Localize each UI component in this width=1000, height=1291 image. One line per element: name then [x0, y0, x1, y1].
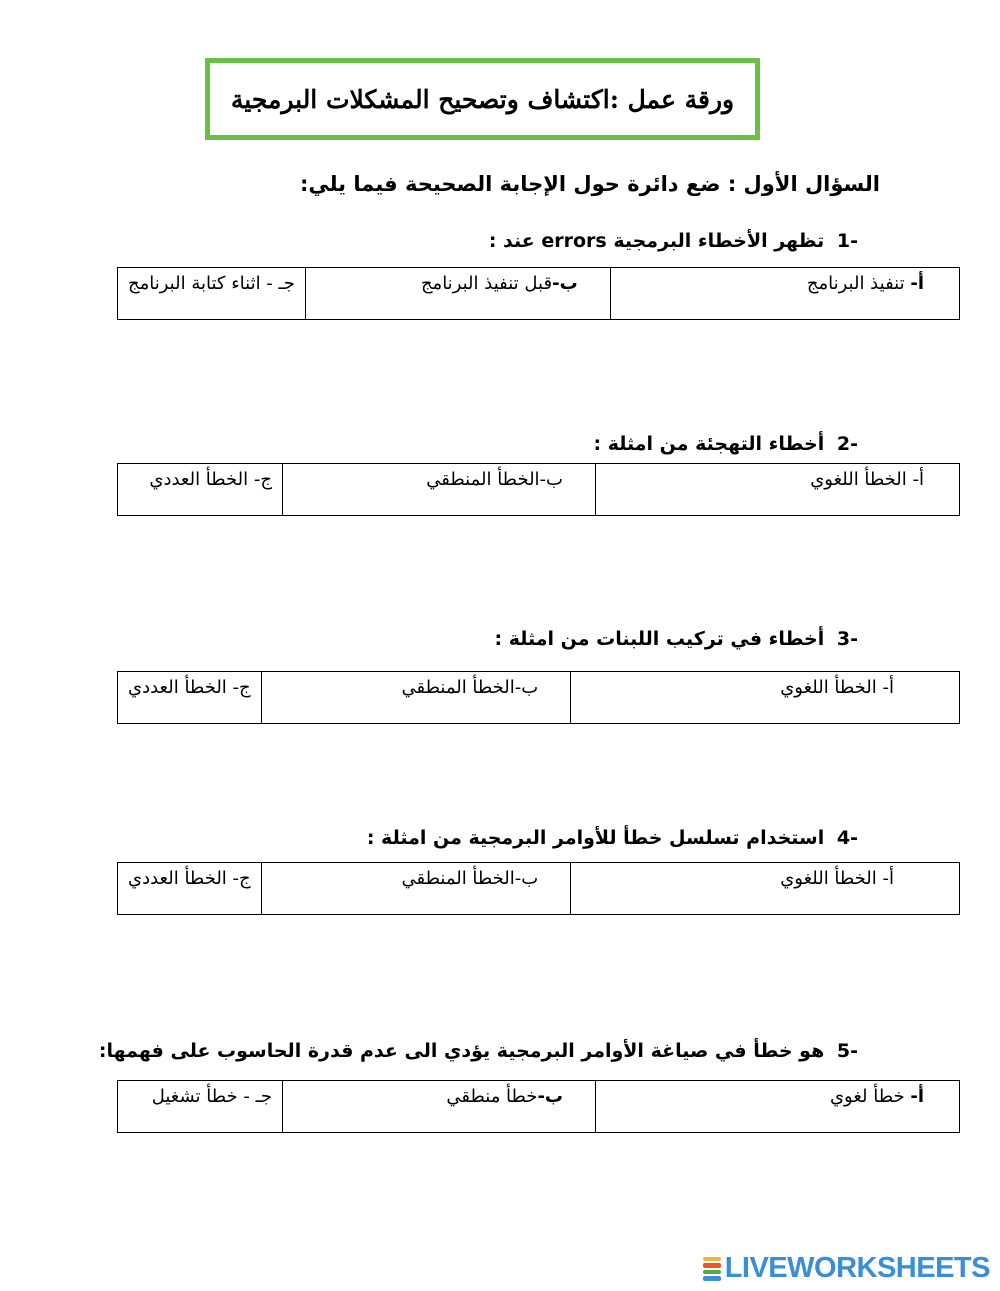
- choice-letter: أ-: [910, 273, 924, 294]
- choice-c[interactable]: [118, 268, 306, 320]
- question-2: [594, 433, 858, 455]
- logo-stripe-2: [703, 1263, 721, 1268]
- choice-a[interactable]: [596, 1081, 960, 1133]
- choice-text: أ- الخطأ اللغوي: [780, 868, 894, 889]
- choice-c[interactable]: [118, 1081, 283, 1133]
- liveworksheets-logo-icon: [703, 1256, 721, 1282]
- choice-text: تنفيذ البرنامج: [806, 273, 905, 294]
- question-5: [99, 1040, 858, 1062]
- choices-table-2: [117, 463, 960, 516]
- choice-letter: أ-: [910, 1086, 924, 1107]
- choice-a[interactable]: [610, 268, 959, 320]
- question-text: تظهر الأخطاء البرمجية errors عند :: [488, 230, 825, 252]
- question-text: أخطاء في تركيب اللبنات من امثلة :: [494, 628, 825, 650]
- choice-letter: ب-: [537, 1086, 563, 1107]
- choice-c[interactable]: [118, 464, 283, 516]
- choice-text: خطأ لغوي: [829, 1086, 905, 1107]
- question-1: [489, 230, 858, 252]
- choice-letter: ب-: [552, 273, 578, 294]
- question-text: استخدام تسلسل خطأ للأوامر البرمجية من امثلة :: [366, 827, 825, 849]
- choice-b[interactable]: [261, 863, 571, 915]
- choice-text: أ- الخطأ اللغوي: [780, 677, 894, 698]
- logo-stripe-4: [703, 1276, 721, 1281]
- logo-stripe-1: [703, 1257, 721, 1262]
- question-number: -2: [836, 433, 858, 455]
- logo-stripe-3: [703, 1270, 721, 1275]
- choice-text: أ- الخطأ اللغوي: [810, 469, 924, 490]
- choice-text: خطأ منطقي: [446, 1086, 538, 1107]
- choices-table-3: [117, 671, 960, 724]
- worksheet-title-box: [205, 58, 760, 140]
- choice-b[interactable]: [305, 268, 610, 320]
- choice-text: ج- الخطأ العددي: [128, 868, 251, 889]
- question-number: -3: [836, 628, 858, 650]
- choices-table-5: [117, 1080, 960, 1133]
- question-4: [367, 827, 858, 849]
- choice-text: قبل تنفيذ البرنامج: [420, 273, 553, 294]
- choice-text: جـ - خطأ تشغيل: [151, 1086, 272, 1107]
- logo-text: LIVEWORKSHEETS: [724, 1252, 990, 1284]
- question-text: أخطاء التهجئة من امثلة :: [593, 433, 825, 455]
- question-text: هو خطأ في صياغة الأوامر البرمجية يؤدي الى عدم قدرة الحاسوب على فهمها:: [98, 1040, 825, 1062]
- choice-c[interactable]: [118, 672, 262, 724]
- choice-a[interactable]: [571, 863, 960, 915]
- section-heading: السؤال الأول : ضع دائرة حول الإجابة الصحيحة فيما يلي:: [299, 172, 880, 196]
- choices-table-1: [117, 267, 960, 320]
- question-3: [495, 628, 858, 650]
- choice-b[interactable]: [283, 1081, 596, 1133]
- choice-c[interactable]: [118, 863, 262, 915]
- choice-b[interactable]: [261, 672, 571, 724]
- choices-table-4: [117, 862, 960, 915]
- choice-text: ب-الخطأ المنطقي: [401, 868, 539, 889]
- choice-text: ب-الخطأ المنطقي: [426, 469, 563, 490]
- choice-text: ج- الخطأ العددي: [149, 469, 272, 490]
- choice-text: جـ - اثناء كتابة البرنامج: [128, 273, 295, 294]
- choice-a[interactable]: [571, 672, 960, 724]
- liveworksheets-logo: [703, 1252, 990, 1285]
- question-number: -1: [836, 230, 858, 252]
- choice-b[interactable]: [283, 464, 596, 516]
- choice-a[interactable]: [596, 464, 960, 516]
- question-number: -4: [836, 827, 858, 849]
- choice-text: ج- الخطأ العددي: [128, 677, 251, 698]
- choice-text: ب-الخطأ المنطقي: [401, 677, 539, 698]
- worksheet-title: ورقة عمل :اكتشاف وتصحيح المشكلات البرمجية: [230, 84, 735, 114]
- question-number: -5: [836, 1040, 858, 1062]
